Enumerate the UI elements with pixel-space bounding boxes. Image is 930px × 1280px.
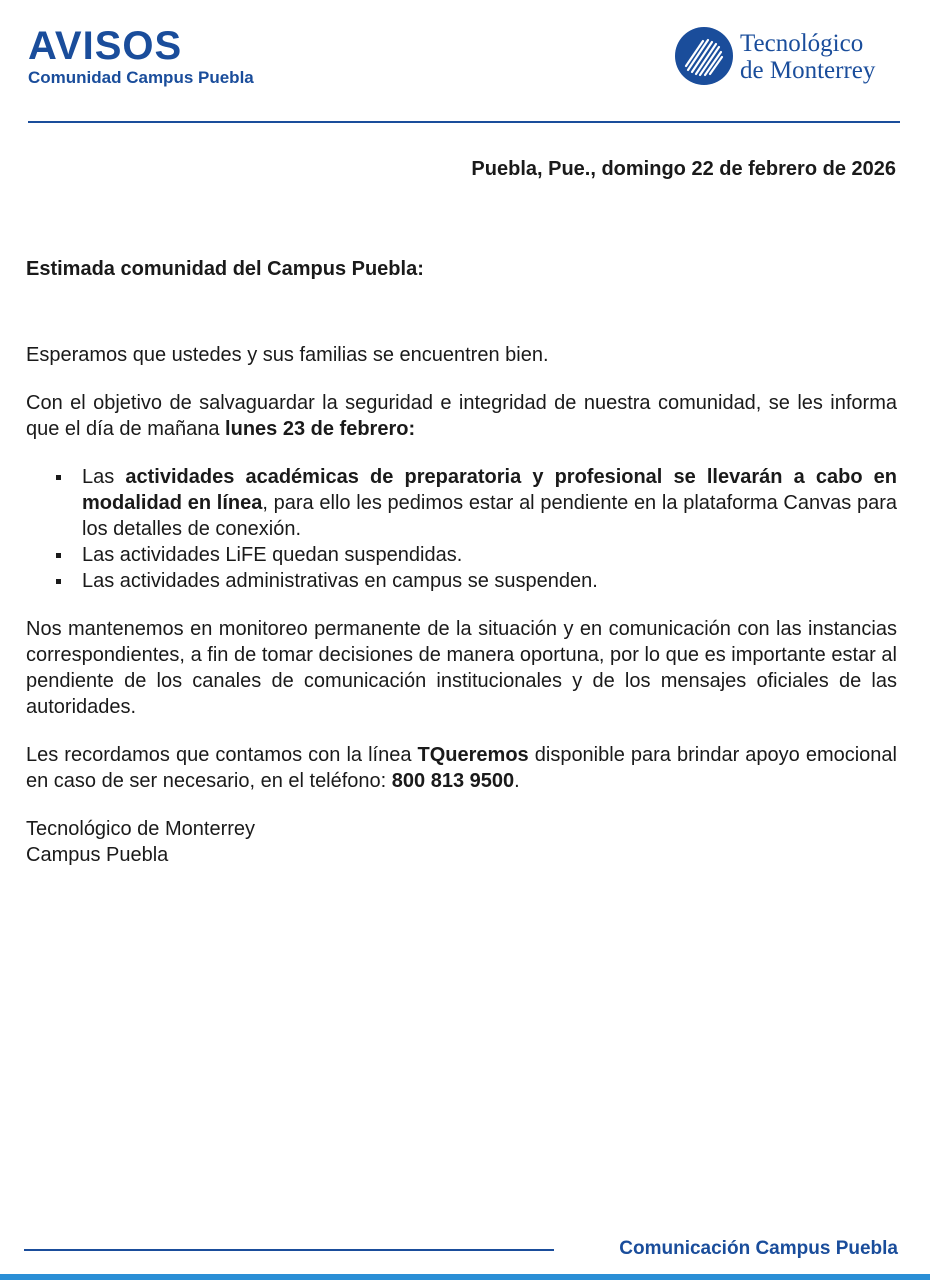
bottom-accent-bar: [0, 1274, 930, 1280]
signature-line-1: Tecnológico de Monterrey: [26, 818, 256, 840]
document-date: Puebla, Pue., domingo 22 de febrero de 2026: [471, 158, 896, 180]
page-subtitle: Comunidad Campus Puebla: [28, 68, 254, 87]
greeting: Estimada comunidad del Campus Puebla:: [26, 258, 424, 280]
paragraph-2: [26, 390, 897, 442]
header-divider: [28, 121, 900, 123]
page-title: AVISOS: [28, 24, 183, 68]
notice-body: [26, 256, 897, 868]
bullet-list: [26, 464, 897, 594]
paragraph-4-pre: Les recordamos que contamos con la línea: [26, 744, 418, 766]
paragraph-4: [26, 742, 897, 794]
hotline-name: TQueremos: [417, 744, 529, 766]
paragraph-2-bold: lunes 23 de febrero:: [225, 418, 416, 440]
list-item: Las actividades administrativas en campus se suspenden.: [26, 568, 897, 594]
paragraph-1: Esperamos que ustedes y sus familias se encuentren bien.: [26, 344, 549, 366]
bullet-1-bold: actividades académicas de preparatoria y profesional se llevarán a cabo en modalidad en línea: [82, 466, 898, 514]
logo-line2: de Monterrey: [740, 57, 876, 84]
list-item: Las actividades LiFE quedan suspendidas.: [26, 542, 897, 568]
logo-wordmark: [740, 30, 875, 84]
bullet-1-pre: Las: [82, 466, 126, 488]
list-item: [26, 464, 897, 542]
tec-logo-icon: [674, 26, 734, 86]
paragraph-4-mid: disponible para brindar apoyo emocional en caso de ser necesario, en el teléfono:: [26, 744, 897, 792]
signature: [26, 816, 897, 868]
paragraph-2-text: Con el objetivo de salvaguardar la seguridad e integridad de nuestra comunidad, se les informa que el día de mañana: [26, 392, 897, 440]
footer-text: Comunicación Campus Puebla: [619, 1238, 898, 1259]
paragraph-3: Nos mantenemos en monitoreo permanente de la situación y en comunicación con las instancias correspondientes, a fin de tomar decisiones de manera oportuna, por lo que es importante estar al pendiente de los canales de comunicación institucionales y de los mensajes oficiales de las autoridades.: [26, 618, 897, 718]
logo-line1: Tecnológico: [740, 30, 864, 57]
footer-divider: [24, 1249, 554, 1251]
paragraph-4-post: .: [514, 770, 520, 792]
tec-logo: [674, 26, 900, 88]
phone-number: 800 813 9500: [391, 770, 515, 792]
signature-line-2: Campus Puebla: [26, 844, 169, 866]
bullet-1-post: , para ello les pedimos estar al pendiente en la plataforma Canvas para los detalles de conexión.: [82, 492, 897, 540]
